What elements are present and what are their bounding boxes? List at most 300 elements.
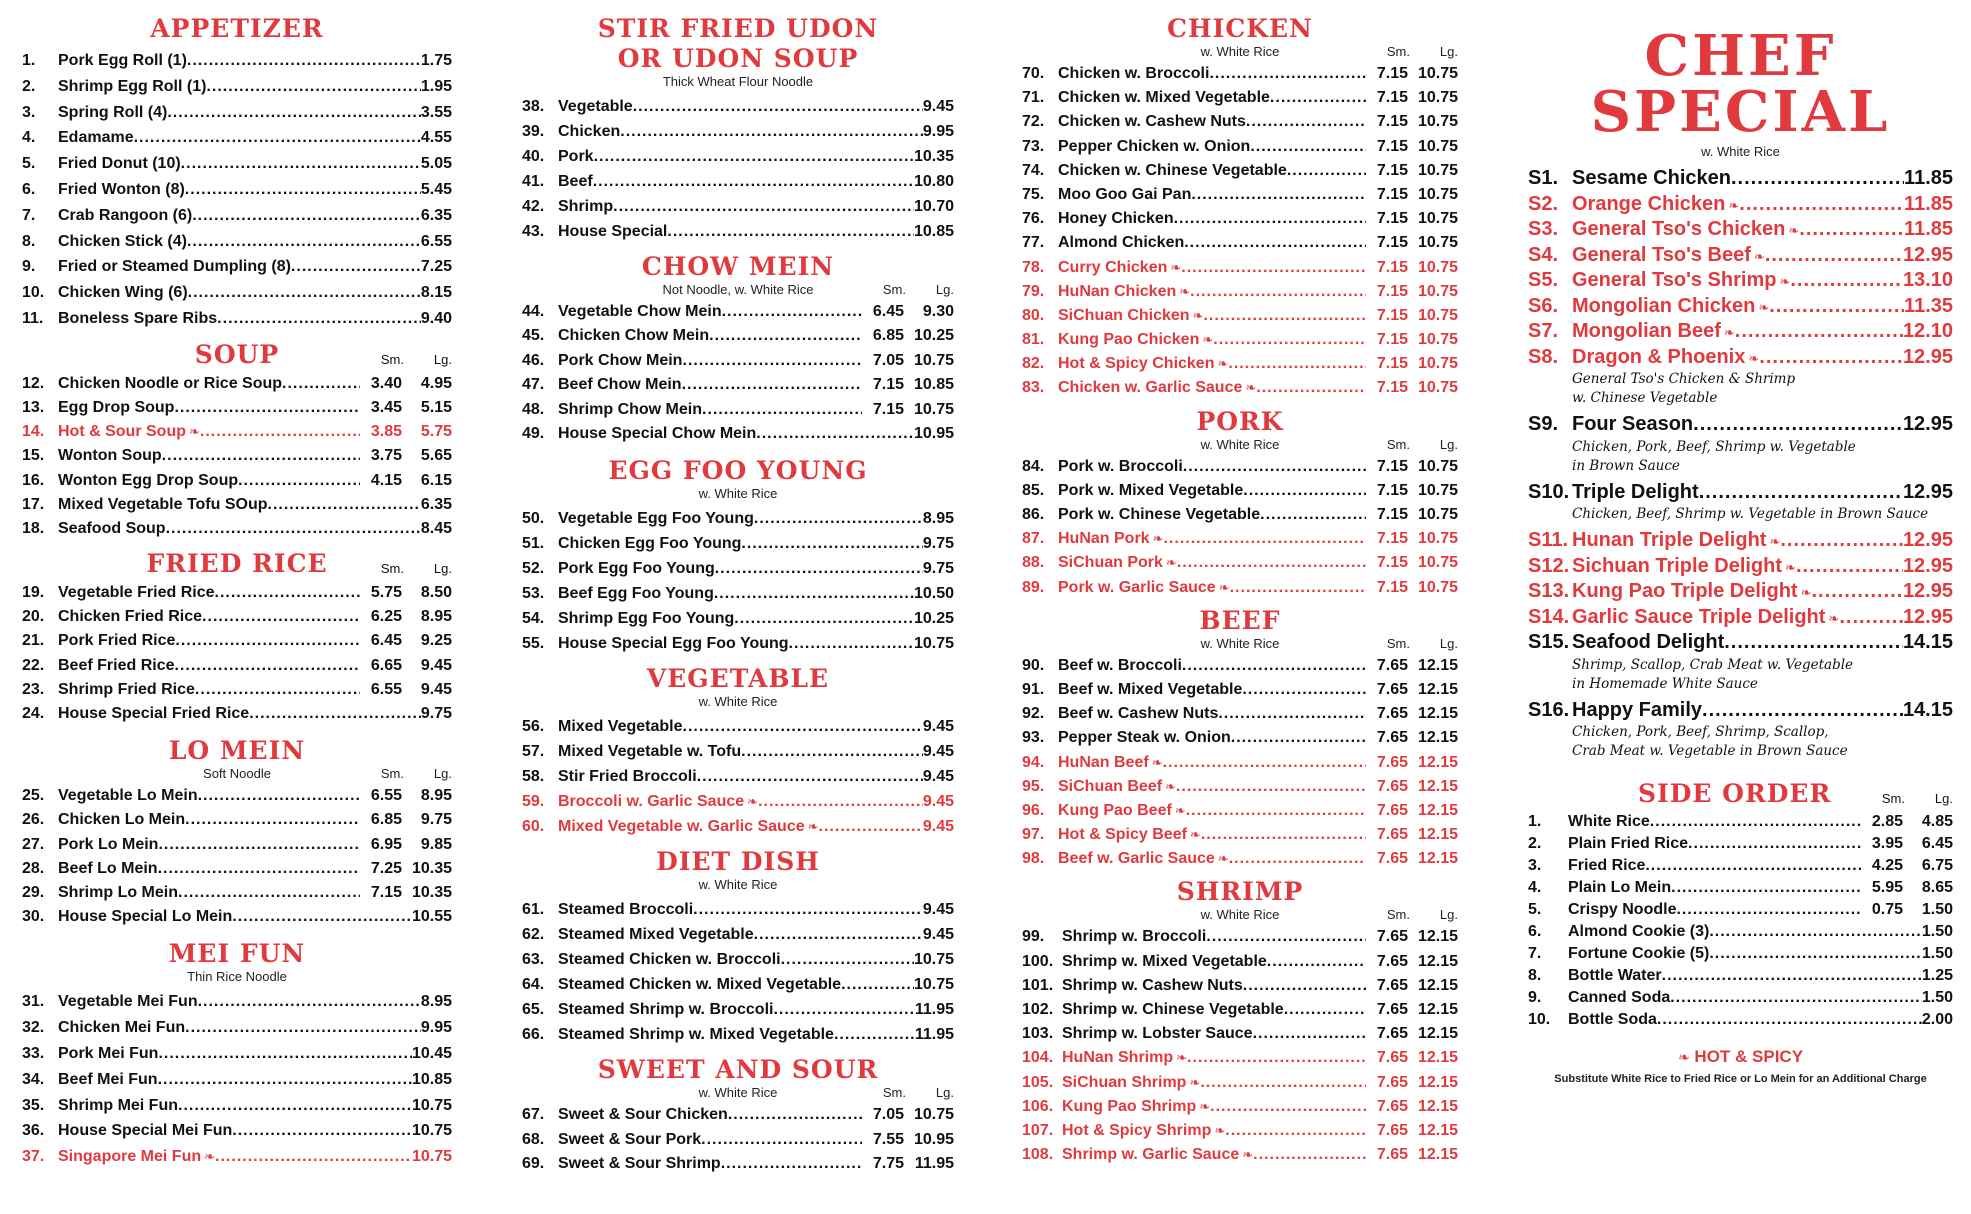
dot-leader xyxy=(1739,192,1904,218)
size-header: Sm. Lg. xyxy=(882,1085,954,1101)
item-price: 9.45 xyxy=(922,743,954,761)
item-name: Pork Egg Foo Young xyxy=(558,560,715,578)
price-small: 7.75 xyxy=(872,1155,904,1173)
price-small: 4.15 xyxy=(370,471,402,489)
price-large: 6.45 xyxy=(1921,835,1953,852)
item-name: HuNan Shrimp xyxy=(1062,1049,1174,1067)
price-large: 12.15 xyxy=(1417,801,1458,819)
price-large: 12.15 xyxy=(1417,1146,1458,1164)
item-number: 46. xyxy=(522,351,545,369)
udon-list xyxy=(522,94,954,244)
price-large: 9.45 xyxy=(420,680,452,698)
item-name: Pork xyxy=(558,148,594,165)
item-name: Garlic Sauce Triple Delight xyxy=(1572,605,1826,628)
menu-item-row xyxy=(22,444,452,468)
menu-item-row xyxy=(22,1093,452,1119)
menu-item-row xyxy=(522,556,954,581)
price-large: 10.75 xyxy=(1417,530,1458,548)
price-large: 10.75 xyxy=(913,400,954,418)
menu-item-row xyxy=(1528,877,1953,899)
item-number: S2. xyxy=(1528,192,1559,215)
dot-leader xyxy=(1769,294,1904,320)
item-name: House Special Fried Rice xyxy=(58,705,250,723)
menu-item-row xyxy=(522,922,954,947)
menu-item-row xyxy=(1022,1046,1458,1070)
price-large: 10.55 xyxy=(411,908,452,926)
dot-leader xyxy=(167,100,421,126)
item-number: S10. xyxy=(1528,480,1570,503)
price-large: 8.65 xyxy=(1921,879,1953,896)
menu-item-row xyxy=(522,94,954,119)
price-small: 7.65 xyxy=(1376,705,1408,723)
item-price: 10.75 xyxy=(913,976,954,994)
dot-leader xyxy=(1250,135,1366,159)
price-large: 10.75 xyxy=(1417,355,1458,373)
item-name: Vegetable Fried Rice xyxy=(58,584,215,602)
item-number: S11. xyxy=(1528,529,1569,551)
price-large: 12.15 xyxy=(1417,1121,1458,1139)
dot-leader xyxy=(1209,62,1366,86)
menu-item-row xyxy=(22,177,452,203)
chef-special-row xyxy=(1528,243,1953,269)
item-number: 92. xyxy=(1022,705,1045,723)
price-large: 6.35 xyxy=(420,495,452,513)
dot-leader xyxy=(1206,925,1366,949)
item-number: 38. xyxy=(522,98,545,115)
item-number: 16. xyxy=(22,471,45,489)
dot-leader xyxy=(200,420,360,444)
price-large: 10.75 xyxy=(1417,113,1458,131)
dot-leader xyxy=(1731,166,1904,192)
menu-item-row xyxy=(1022,1143,1458,1167)
chef-special-row xyxy=(1528,579,1953,605)
chili-pepper-icon: ❧ xyxy=(1199,1098,1211,1114)
chef-special-title-2: SPECIAL xyxy=(1590,79,1891,145)
menu-item-row xyxy=(22,784,452,808)
price-large: 10.75 xyxy=(1417,331,1458,349)
price-small: 7.05 xyxy=(872,351,904,369)
item-description: General Tso's Chicken & Shrimp xyxy=(1572,371,1796,387)
item-number: 77. xyxy=(1022,234,1045,252)
menu-item-row xyxy=(1022,256,1458,280)
item-name: Crispy Noodle xyxy=(1568,901,1677,918)
chef-special-row xyxy=(1528,554,1953,580)
item-number: 50. xyxy=(522,510,545,528)
menu-item-row xyxy=(1022,1071,1458,1095)
dot-leader xyxy=(158,857,360,881)
dot-leader xyxy=(1200,1071,1366,1095)
price-small: 3.95 xyxy=(1871,835,1903,852)
item-price: 9.45 xyxy=(922,98,954,115)
item-description: Shrimp, Scallop, Crab Meat w. Vegetable xyxy=(1572,656,1854,673)
price-small: 3.40 xyxy=(370,374,402,392)
menu-item-row xyxy=(522,169,954,194)
item-name: Vegetable Egg Foo Young xyxy=(558,510,754,528)
dot-leader xyxy=(756,422,914,446)
item-name: Stir Fried Broccoli xyxy=(558,768,697,786)
item-price: 10.25 xyxy=(913,610,954,628)
dot-leader xyxy=(249,702,421,726)
item-name: House Special Lo Mein xyxy=(58,908,233,926)
item-name: Steamed Shrimp w. Broccoli xyxy=(558,1001,774,1019)
price-small: 6.55 xyxy=(370,680,402,698)
dot-leader xyxy=(1699,480,1903,506)
item-price: 11.85 xyxy=(1904,218,1953,240)
item-name: Shrimp w. Chinese Vegetable xyxy=(1062,1001,1284,1018)
dot-leader xyxy=(134,125,421,151)
item-number: 58. xyxy=(522,768,545,786)
menu-item-row xyxy=(522,739,954,764)
item-number: 81. xyxy=(1022,331,1045,349)
menu-item-row xyxy=(22,372,452,396)
dot-leader xyxy=(166,517,421,541)
dot-leader xyxy=(1210,1095,1366,1119)
item-name: Vegetable Chow Mein xyxy=(558,303,722,320)
menu-item-row xyxy=(1528,987,1953,1009)
item-number: 5. xyxy=(22,155,36,173)
price-large: 5.75 xyxy=(420,423,452,441)
item-price: 12.95 xyxy=(1902,605,1953,628)
menu-item-row xyxy=(522,531,954,556)
item-number: 84. xyxy=(1022,457,1045,475)
price-small: 7.15 xyxy=(370,883,402,901)
chili-pepper-icon: ❧ xyxy=(1748,350,1760,366)
menu-item-row xyxy=(22,396,452,420)
menu-item-row xyxy=(1022,847,1458,871)
menu-item-row xyxy=(22,280,452,306)
price-large: 10.75 xyxy=(913,351,954,369)
price-large: 10.75 xyxy=(1417,258,1458,276)
price-large: 12.15 xyxy=(1417,976,1458,994)
appetizer-list xyxy=(22,48,452,332)
item-name: HuNan Chicken xyxy=(1058,282,1177,300)
chef-special-row xyxy=(1528,268,1953,294)
item-name: Seafood Delight xyxy=(1572,631,1725,653)
dot-leader xyxy=(741,531,922,556)
menu-item-row xyxy=(1022,328,1458,352)
dot-leader xyxy=(594,144,914,169)
menu-item-row xyxy=(1022,1095,1458,1119)
item-price: 12.95 xyxy=(1902,243,1953,266)
item-description: Chicken, Beef, Shrimp w. Vegetable in Brown Sauce xyxy=(1572,506,1929,522)
dot-leader xyxy=(1242,678,1366,702)
price-small: 6.65 xyxy=(370,656,402,674)
item-number: 72. xyxy=(1022,113,1045,131)
item-price: 12.10 xyxy=(1902,320,1953,342)
menu-item-row xyxy=(22,1041,452,1067)
dot-leader xyxy=(734,606,914,631)
item-number: S7. xyxy=(1528,320,1559,342)
item-number: 79. xyxy=(1022,282,1045,300)
price-large: 9.85 xyxy=(420,835,452,853)
item-name: Mixed Vegetable Tofu SOup xyxy=(58,495,268,513)
item-name: Sweet & Sour Chicken xyxy=(558,1106,728,1124)
price-small: 7.15 xyxy=(1376,137,1408,155)
price-small: 6.45 xyxy=(872,303,904,320)
item-number: 62. xyxy=(522,926,545,944)
item-number: 8. xyxy=(22,232,36,250)
item-number: 4. xyxy=(22,129,36,147)
item-name: White Rice xyxy=(1568,813,1650,830)
item-number: 45. xyxy=(522,327,545,345)
dot-leader xyxy=(613,194,914,219)
item-name: Mixed Vegetable w. Tofu xyxy=(558,743,742,761)
item-price: 14.15 xyxy=(1902,631,1953,653)
item-number: 24. xyxy=(22,705,45,723)
item-name: Steamed Mixed Vegetable xyxy=(558,926,754,944)
menu-column-1 xyxy=(22,0,452,1170)
chef-special-row xyxy=(1528,166,1953,192)
section-title-mei-fun: MEI FUN xyxy=(168,939,306,969)
menu-item-row xyxy=(22,48,452,74)
item-number: 49. xyxy=(522,424,545,442)
price-large: 8.50 xyxy=(420,584,452,602)
price-large: 5.65 xyxy=(420,447,452,465)
item-name: Kung Pao Shrimp xyxy=(1062,1097,1197,1115)
menu-item-row xyxy=(22,833,452,857)
chili-pepper-icon: ❧ xyxy=(1217,851,1229,867)
menu-item-row xyxy=(522,972,954,997)
chef-special-row xyxy=(1528,630,1953,656)
price-large: 6.15 xyxy=(420,471,452,489)
dot-leader xyxy=(728,1103,862,1127)
price-small: 7.65 xyxy=(1376,1025,1408,1043)
menu-item-row xyxy=(1022,726,1458,750)
item-number: 20. xyxy=(22,608,45,626)
price-large: 12.15 xyxy=(1417,753,1458,771)
dot-leader xyxy=(682,349,862,373)
item-name: Hunan Triple Delight xyxy=(1572,529,1767,551)
item-number: 33. xyxy=(22,1044,45,1062)
menu-item-row xyxy=(22,581,452,605)
price-small: 7.15 xyxy=(872,400,904,418)
dot-leader xyxy=(593,169,914,194)
item-number: 101. xyxy=(1022,976,1054,994)
item-price: 10.75 xyxy=(411,1096,452,1114)
vegetable-list xyxy=(522,714,954,839)
price-small: 7.65 xyxy=(1376,826,1408,844)
item-name: Shrimp Mei Fun xyxy=(58,1096,178,1114)
item-name: Beef w. Broccoli xyxy=(1058,656,1182,674)
item-number: 108. xyxy=(1022,1146,1054,1164)
menu-item-row xyxy=(22,1015,452,1041)
item-number: 30. xyxy=(22,908,45,926)
menu-item-row xyxy=(1022,925,1458,949)
diet-dish-subtitle: w. White Rice xyxy=(698,877,778,893)
item-price: 10.35 xyxy=(913,148,954,165)
item-number: 103. xyxy=(1022,1025,1054,1043)
item-number: 11. xyxy=(22,309,44,327)
dot-leader xyxy=(701,1128,862,1152)
menu-item-row xyxy=(1022,86,1458,110)
chili-pepper-icon: ❧ xyxy=(1165,555,1177,571)
item-number: 54. xyxy=(522,610,545,628)
price-large: 12.15 xyxy=(1417,1025,1458,1043)
menu-item-row xyxy=(522,506,954,531)
item-number: 80. xyxy=(1022,306,1045,324)
item-description: Chicken, Pork, Beef, Shrimp, Scallop, xyxy=(1572,724,1829,740)
menu-item-row xyxy=(1528,855,1953,877)
chili-pepper-icon: ❧ xyxy=(1165,778,1176,794)
beef-subtitle: w. White Rice Sm. Lg. xyxy=(1200,635,1458,651)
item-number: 1. xyxy=(22,52,36,69)
chef-special-row xyxy=(1528,528,1953,554)
item-price: 9.40 xyxy=(420,309,452,327)
dot-leader xyxy=(834,1022,915,1047)
dot-leader xyxy=(185,808,360,832)
price-large: 4.95 xyxy=(420,374,452,392)
chili-pepper-icon: ❧ xyxy=(1753,248,1765,264)
price-small: 6.55 xyxy=(370,787,402,805)
item-number: 66. xyxy=(522,1026,545,1044)
item-price: 6.35 xyxy=(420,206,452,224)
price-small: 7.65 xyxy=(1376,928,1408,946)
dot-leader xyxy=(819,814,923,839)
dot-leader xyxy=(1182,654,1366,678)
item-price: 8.95 xyxy=(420,993,452,1011)
item-price: 9.45 xyxy=(922,901,954,919)
chili-pepper-icon: ❧ xyxy=(1151,754,1163,770)
price-large: 12.15 xyxy=(1417,952,1458,970)
dot-leader xyxy=(702,398,862,422)
item-number: 7. xyxy=(22,206,36,224)
dot-leader xyxy=(1177,551,1366,575)
item-name: Chicken w. Garlic Sauce xyxy=(1058,379,1243,397)
dot-leader xyxy=(1790,268,1903,294)
menu-item-row xyxy=(22,469,452,493)
price-small: 5.75 xyxy=(370,584,402,602)
item-name: House Special Egg Foo Young xyxy=(558,635,789,653)
dot-leader xyxy=(268,493,421,517)
price-small: 7.15 xyxy=(1376,89,1408,107)
chef-special-list xyxy=(1528,166,1953,765)
section-title-soup: SOUP xyxy=(194,339,280,369)
dot-leader xyxy=(1657,1009,1922,1031)
menu-item-row xyxy=(522,714,954,739)
section-title-diet-dish: DIET DISH xyxy=(656,847,820,877)
dot-leader xyxy=(1225,1119,1366,1143)
item-name: General Tso's Shrimp xyxy=(1572,269,1777,291)
item-number: 7. xyxy=(1528,945,1542,962)
price-large: 10.85 xyxy=(913,376,954,394)
item-price: 10.75 xyxy=(913,635,954,653)
udon-subtitle: Thick Wheat Flour Noodle xyxy=(662,74,814,89)
item-number: 13. xyxy=(22,398,45,416)
dot-leader xyxy=(1759,345,1903,371)
item-number: 39. xyxy=(522,123,545,140)
item-number: 82. xyxy=(1022,355,1045,373)
menu-item-row xyxy=(1022,799,1458,823)
item-number: 22. xyxy=(22,656,45,674)
item-price: 5.05 xyxy=(420,155,452,173)
chili-pepper-icon: ❧ xyxy=(1728,197,1740,213)
chicken-list xyxy=(1022,62,1458,401)
dot-leader xyxy=(162,444,360,468)
item-name: Pork Egg Roll (1) xyxy=(58,52,187,69)
dot-leader xyxy=(291,254,421,280)
dot-leader xyxy=(682,373,862,397)
chili-pepper-icon: ❧ xyxy=(1800,585,1812,600)
menu-item-row xyxy=(1022,751,1458,775)
price-large: 12.15 xyxy=(1417,928,1458,946)
item-number: 2. xyxy=(1528,835,1542,852)
item-name: Pepper Steak w. Onion xyxy=(1058,729,1231,747)
dot-leader xyxy=(1267,950,1366,974)
dot-leader xyxy=(1243,974,1366,998)
dot-leader xyxy=(232,905,412,929)
item-price: 12.95 xyxy=(1902,480,1953,503)
price-small: 7.65 xyxy=(1376,1146,1408,1164)
item-name: Mongolian Beef xyxy=(1572,320,1721,342)
dot-leader xyxy=(206,74,420,100)
size-header: Sm. Lg. xyxy=(380,351,452,367)
menu-item-row xyxy=(1022,352,1458,376)
item-number: 71. xyxy=(1022,89,1045,107)
chili-pepper-icon: ❧ xyxy=(1779,274,1791,289)
price-small: 6.95 xyxy=(370,835,402,853)
price-small: 7.15 xyxy=(1376,161,1408,179)
price-large: 10.75 xyxy=(1417,234,1458,252)
item-price: 10.80 xyxy=(913,173,954,190)
soup-list xyxy=(22,372,452,541)
item-number: 69. xyxy=(522,1155,545,1173)
item-number: 8. xyxy=(1528,967,1542,984)
item-number: 42. xyxy=(522,198,545,215)
item-number: 31. xyxy=(22,993,45,1011)
item-price: 12.95 xyxy=(1902,580,1953,602)
item-number: 14. xyxy=(22,423,45,441)
section-title-udon-1: STIR FRIED UDON xyxy=(597,14,879,43)
item-price: 8.95 xyxy=(922,510,954,528)
item-name: Wonton Egg Drop Soup xyxy=(58,471,239,489)
price-large: 10.35 xyxy=(411,883,452,901)
menu-item-row xyxy=(1022,998,1458,1022)
item-name: Shrimp Lo Mein xyxy=(58,883,178,901)
price-small: 6.85 xyxy=(370,811,402,829)
menu-item-row xyxy=(22,100,452,126)
menu-item-row xyxy=(1528,811,1953,833)
menu-item-row xyxy=(22,857,452,881)
item-number: 102. xyxy=(1022,1001,1054,1018)
item-name: Fortune Cookie (5) xyxy=(1568,945,1710,962)
price-small: 6.25 xyxy=(370,608,402,626)
menu-item-row xyxy=(22,493,452,517)
item-number: S3. xyxy=(1528,218,1559,240)
item-name: Almond Chicken xyxy=(1058,234,1185,252)
item-price: 6.55 xyxy=(420,232,452,250)
mei-fun-subtitle: Thin Rice Noodle xyxy=(187,969,287,985)
item-name: Vegetable xyxy=(558,98,633,115)
price-large: 12.15 xyxy=(1417,705,1458,723)
item-name: SiChuan Chicken xyxy=(1058,306,1190,324)
menu-item-row xyxy=(1022,376,1458,400)
item-name: Chicken Mei Fun xyxy=(58,1019,186,1037)
item-number: S1. xyxy=(1528,167,1559,189)
item-price: 9.95 xyxy=(420,1019,452,1037)
item-number: 15. xyxy=(22,447,45,465)
item-number: 48. xyxy=(522,400,545,418)
item-number: 63. xyxy=(522,951,545,969)
item-number: 25. xyxy=(22,787,45,805)
item-price: 9.95 xyxy=(922,123,954,140)
price-large: 12.15 xyxy=(1417,656,1458,674)
item-number: S8. xyxy=(1528,345,1559,368)
menu-item-row xyxy=(522,194,954,219)
item-name: Shrimp Fried Rice xyxy=(58,680,195,698)
dot-leader xyxy=(1243,479,1366,503)
item-number: 91. xyxy=(1022,680,1045,698)
price-small: 7.65 xyxy=(1376,1049,1408,1067)
